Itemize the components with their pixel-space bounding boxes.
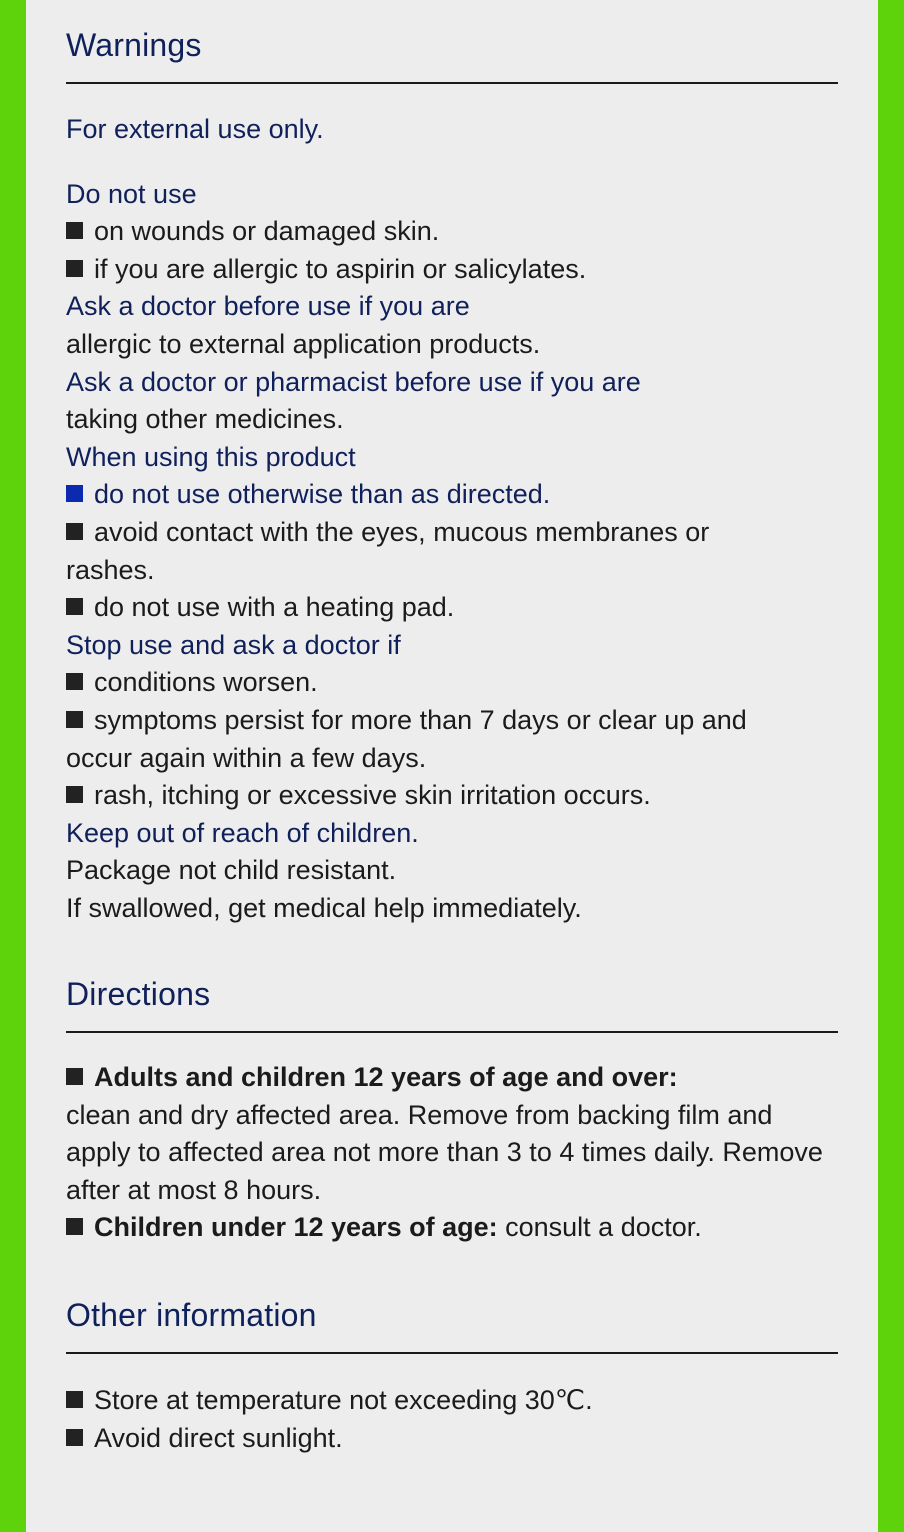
- square-bullet-icon: [66, 523, 83, 540]
- square-bullet-icon: [66, 1391, 83, 1408]
- other-information-title: Other information: [66, 1292, 838, 1354]
- ask-doctor-text: allergic to external application products.: [66, 328, 541, 359]
- square-bullet-icon: [66, 222, 83, 239]
- drug-facts-panel: [26, 0, 878, 1532]
- ask-doctor-heading: Ask a doctor before use if you are: [66, 291, 470, 322]
- when-using-heading: When using this product: [66, 441, 356, 472]
- square-bullet-icon: [66, 673, 83, 690]
- square-bullet-icon: [66, 1068, 83, 1085]
- ask-pharmacist-text: taking other medicines.: [66, 404, 344, 435]
- directions-section: [66, 971, 838, 1247]
- list-item: do not use with a heating pad.: [66, 589, 838, 627]
- list-item: Children under 12 years of age: consult a doctor.: [66, 1209, 838, 1247]
- list-item: conditions worsen.: [66, 664, 838, 702]
- list-item: [66, 1059, 838, 1097]
- square-bullet-icon: [66, 260, 83, 277]
- keep-out-heading: Keep out of reach of children.: [66, 817, 419, 848]
- square-bullet-icon: [66, 1429, 83, 1446]
- list-item: Avoid direct sunlight.: [66, 1420, 838, 1458]
- list-item: do not use otherwise than as directed.: [66, 476, 838, 514]
- directions-title: Directions: [66, 971, 838, 1033]
- square-bullet-icon: [66, 786, 83, 803]
- warnings-section: [66, 22, 838, 927]
- do-not-use-heading: Do not use: [66, 178, 197, 209]
- square-bullet-icon: [66, 1218, 83, 1235]
- other-information-section: [66, 1292, 838, 1457]
- list-item: Store at temperature not exceeding 30℃.: [66, 1382, 838, 1420]
- square-bullet-icon: [66, 485, 83, 502]
- adults-directions-text: clean and dry affected area. Remove from backing film and apply to affected area not more than 3 to 4 times daily. Remove after at most 8 hours.: [66, 1099, 823, 1205]
- external-use-text: For external use only.: [66, 114, 324, 144]
- children-label: Children under 12 years of age:: [94, 1212, 498, 1243]
- warnings-title: Warnings: [66, 22, 838, 84]
- adults-label: Adults and children 12 years of age and over:: [94, 1062, 678, 1092]
- square-bullet-icon: [66, 711, 83, 728]
- list-item: if you are allergic to aspirin or salicylates.: [66, 251, 838, 289]
- ask-pharmacist-heading: Ask a doctor or pharmacist before use if you are: [66, 366, 641, 397]
- stop-use-heading: Stop use and ask a doctor if: [66, 629, 401, 660]
- square-bullet-icon: [66, 598, 83, 615]
- list-item: symptoms persist for more than 7 days or clear up and occur again within a few days.: [66, 704, 747, 773]
- keep-out-text-1: Package not child resistant.: [66, 855, 397, 886]
- keep-out-text-2: If swallowed, get medical help immediately.: [66, 892, 582, 923]
- list-item: avoid contact with the eyes, mucous membranes or rashes.: [66, 516, 710, 585]
- list-item: rash, itching or excessive skin irritation occurs.: [66, 777, 838, 815]
- list-item: on wounds or damaged skin.: [66, 213, 838, 251]
